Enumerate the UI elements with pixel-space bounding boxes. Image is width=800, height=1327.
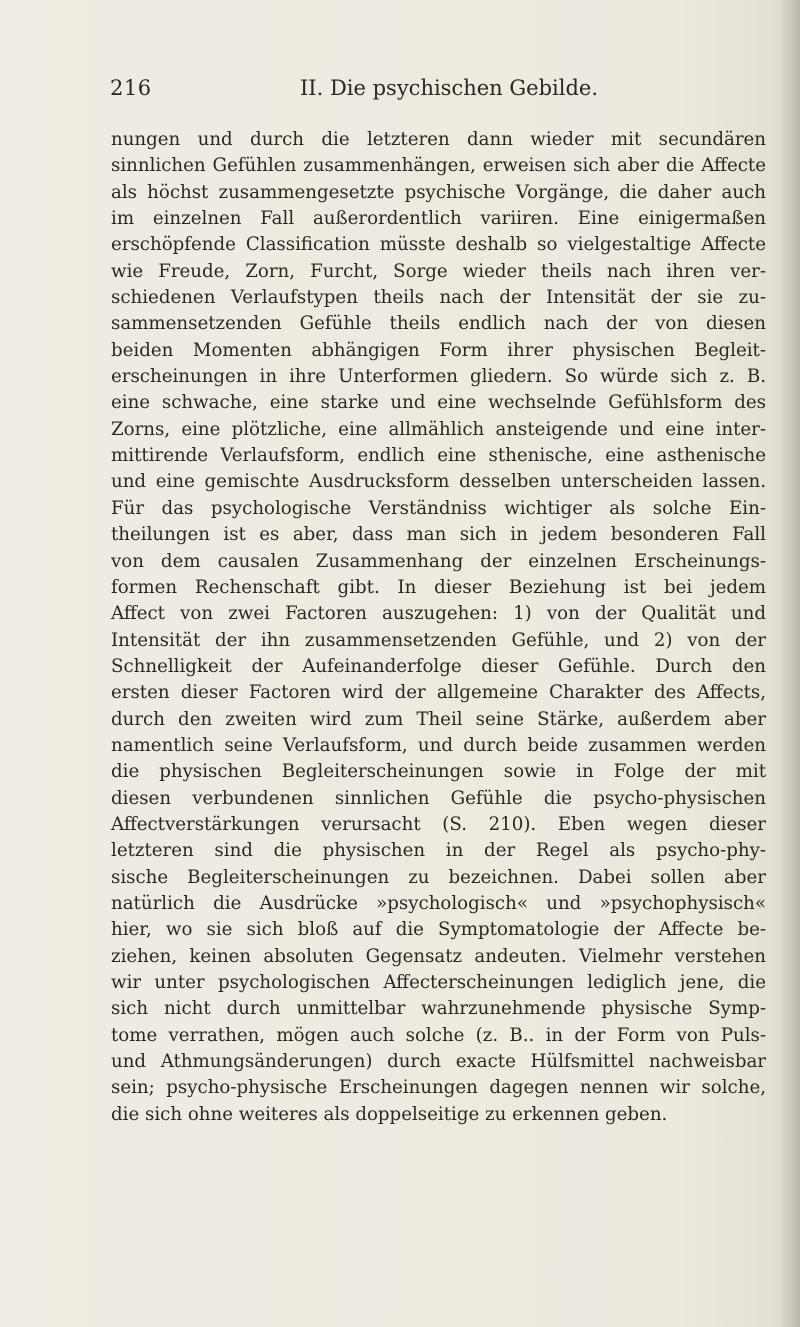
text-line: sammensetzenden Gefühle theils endlich nach der von diesen bbox=[111, 313, 766, 335]
page-header bbox=[110, 76, 710, 116]
text-line: eine schwache, eine starke und eine wechselnde Gefühlsform des bbox=[111, 392, 766, 414]
text-line: erscheinungen in ihre Unterformen gliedern. So würde sich z. B. bbox=[111, 366, 766, 388]
text-line: Zorns, eine plötzliche, eine allmählich ansteigende und eine inter- bbox=[111, 418, 766, 440]
text-line: beiden Momenten abhängigen Form ihrer physischen Begleit- bbox=[111, 339, 766, 361]
page-number: 216 bbox=[110, 76, 152, 100]
text-line: wir unter psychologischen Affecterscheinungen lediglich jene, die bbox=[111, 972, 766, 993]
text-line: Intensität der ihn zusammensetzenden Gefühle, und 2) von der bbox=[111, 629, 766, 651]
text-line: im einzelnen Fall außerordentlich variiren. Eine einigermaßen bbox=[111, 208, 766, 230]
text-line: tome verrathen, mögen auch solche (z. B.. in der Form von Puls- bbox=[111, 1024, 766, 1046]
text-line: namentlich seine Verlaufsform, und durch beide zusammen werden bbox=[111, 734, 766, 756]
text-line: sinnlichen Gefühlen zusammenhängen, erweisen sich aber die Affecte bbox=[111, 155, 766, 177]
text-line: hier, wo sie sich bloß auf die Symptomatologie der Affecte be- bbox=[111, 919, 766, 941]
text-line: und eine gemischte Ausdrucksform desselben unterscheiden lassen. bbox=[111, 471, 766, 493]
text-line: als höchst zusammengesetzte psychische Vorgänge, die daher auch bbox=[111, 181, 766, 203]
text-line: schiedenen Verlaufstypen theils nach der Intensität der sie zu- bbox=[111, 287, 766, 309]
text-line: ersten dieser Factoren wird der allgemeine Charakter des Affects, bbox=[111, 682, 766, 704]
text-line: die physischen Begleiterscheinungen sowie in Folge der mit bbox=[111, 761, 766, 783]
page-edge-shadow bbox=[778, 0, 800, 1327]
text-line: sich nicht durch unmittelbar wahrzunehmende physische Symp- bbox=[111, 998, 766, 1020]
text-line: erschöpfende Classification müsste deshalb so vielgestaltige Affecte bbox=[111, 234, 766, 256]
text-line: nungen und durch die letzteren dann wieder mit secundären bbox=[111, 129, 766, 150]
text-line: letzteren sind die physischen in der Regel als psycho-phy- bbox=[111, 840, 766, 862]
text-line-last: die sich ohne weiteres als doppelseitige zu erkennen geben. bbox=[111, 1103, 668, 1125]
text-line: Affect von zwei Factoren auszugehen: 1) von der Qualität und bbox=[111, 603, 766, 625]
text-line: Schnelligkeit der Aufeinanderfolge dieser Gefühle. Durch den bbox=[111, 655, 766, 677]
text-line: ziehen, keinen absoluten Gegensatz andeuten. Vielmehr verstehen bbox=[111, 945, 766, 967]
text-line: sische Begleiterscheinungen zu bezeichnen. Dabei sollen aber bbox=[111, 866, 766, 888]
text-line: diesen verbundenen sinnlichen Gefühle die psycho-physischen bbox=[111, 787, 766, 809]
running-head: II. Die psychischen Gebilde. bbox=[300, 76, 598, 100]
text-line: Affectverstärkungen verursacht (S. 210). Eben wegen dieser bbox=[111, 813, 766, 835]
text-line: formen Rechenschaft gibt. In dieser Beziehung ist bei jedem bbox=[111, 576, 766, 598]
text-line: theilungen ist es aber, dass man sich in jedem besonderen Fall bbox=[111, 524, 766, 546]
text-line: sein; psycho-physische Erscheinungen dagegen nennen wir solche, bbox=[111, 1077, 766, 1099]
body-paragraph bbox=[111, 127, 766, 1128]
text-line: Für das psychologische Verständniss wichtiger als solche Ein- bbox=[111, 497, 766, 519]
text-line: und Athmungsänderungen) durch exacte Hülfsmittel nachweisbar bbox=[111, 1051, 766, 1073]
text-line: natürlich die Ausdrücke »psychologisch« und »psychophysisch« bbox=[111, 892, 766, 914]
text-line: durch den zweiten wird zum Theil seine Stärke, außerdem aber bbox=[111, 708, 766, 730]
text-line: wie Freude, Zorn, Furcht, Sorge wieder theils nach ihren ver- bbox=[111, 260, 766, 282]
text-line: von dem causalen Zusammenhang der einzelnen Erscheinungs- bbox=[111, 550, 766, 572]
text-line: mittirende Verlaufsform, endlich eine sthenische, eine asthenische bbox=[111, 445, 766, 467]
